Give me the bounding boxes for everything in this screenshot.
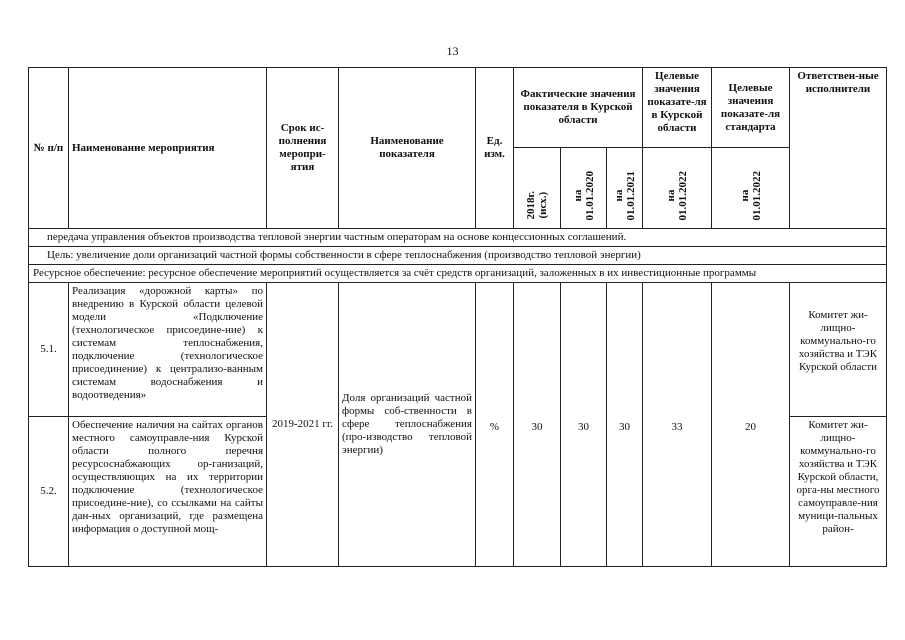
span-row-1 (29, 229, 887, 247)
row-responsible: Комитет жи-лищно-коммунально-го хозяйства и ТЭК Курской области, орга-ны местного самоуправле-ния муници-пальных район- (790, 417, 887, 567)
span-text-transfer: передача управления объектов производства тепловой энергии частным операторам на основе концессионных соглашений. (29, 229, 887, 247)
table-row (29, 283, 887, 417)
span-text-goal: Цель: увеличение доли организаций частной формы собственности в сфере теплоснабжения (производство тепловой энергии) (29, 247, 887, 265)
header-responsible: Ответствен-ные исполнители (790, 68, 887, 229)
row-number: 5.2. (29, 417, 69, 567)
header-2022-region: на 01.01.2022 (665, 170, 689, 220)
row-event: Реализация «дорожной карты» по внедрению в Курской области целевой модели «Подключение (технологическое присоедине-ние) к системам теплоснабжения, подключение (технологическое присоединение) к централизо-ванным системам водоснабжения и водоотведения» (69, 283, 267, 417)
header-indicator: Наименование показателя (339, 68, 476, 229)
value-2018: 30 (514, 283, 561, 567)
header-2020-cell (561, 148, 607, 229)
header-row-top (29, 68, 887, 148)
row-term: 2019-2021 гг. (267, 283, 339, 567)
row-event: Обеспечение наличия на сайтах органов местного самоуправле-ния Курской области полного перечня ресурсоснабжающих ор-ганизаций, осуществляющих на их территории подключение (технологическое присоедине-ние), со ссылками на сайты дан-ных организаций, где размещена информация о доступной мощ- (69, 417, 267, 567)
header-num: № п/п (29, 68, 69, 229)
header-2018: 2018г. (исх.) (525, 191, 549, 220)
header-target-region: Целевые значения показате-ля в Курской области (643, 68, 712, 148)
header-2022-standard: на 01.01.2022 (738, 170, 763, 220)
header-unit: Ед. изм. (476, 68, 514, 229)
value-2020: 30 (561, 283, 607, 567)
span-row-3 (29, 265, 887, 283)
span-row-2 (29, 247, 887, 265)
header-2018-cell (514, 148, 561, 229)
header-term: Срок ис-полнения меропри-ятия (267, 68, 339, 229)
row-unit: % (476, 283, 514, 567)
value-target-standard: 20 (712, 283, 790, 567)
value-target-region: 33 (643, 283, 712, 567)
header-actual: Фактические значения показателя в Курской области (514, 68, 643, 148)
header-2022-standard-cell (712, 148, 790, 229)
row-responsible: Комитет жи-лищно-коммунально-го хозяйства и ТЭК Курской области (790, 283, 887, 417)
measures-table (28, 67, 887, 567)
span-text-resources: Ресурсное обеспечение: ресурсное обеспечение мероприятий осуществляется за счёт средств организаций, заложенных в их инвестиционные программы (29, 265, 887, 283)
row-number: 5.1. (29, 283, 69, 417)
header-2021-cell (607, 148, 643, 229)
header-2022-region-cell (643, 148, 712, 229)
header-2021: на 01.01.2021 (612, 170, 637, 220)
page-number: 13 (446, 44, 459, 58)
header-event: Наименование мероприятия (69, 68, 267, 229)
header-target-standard: Целевые значения показате-ля стандарта (712, 68, 790, 148)
row-indicator: Доля организаций частной формы соб-ственности в сфере теплоснабжения (про-изводство тепловой энергии) (339, 283, 476, 567)
header-2020: на 01.01.2020 (571, 170, 596, 220)
value-2021: 30 (607, 283, 643, 567)
